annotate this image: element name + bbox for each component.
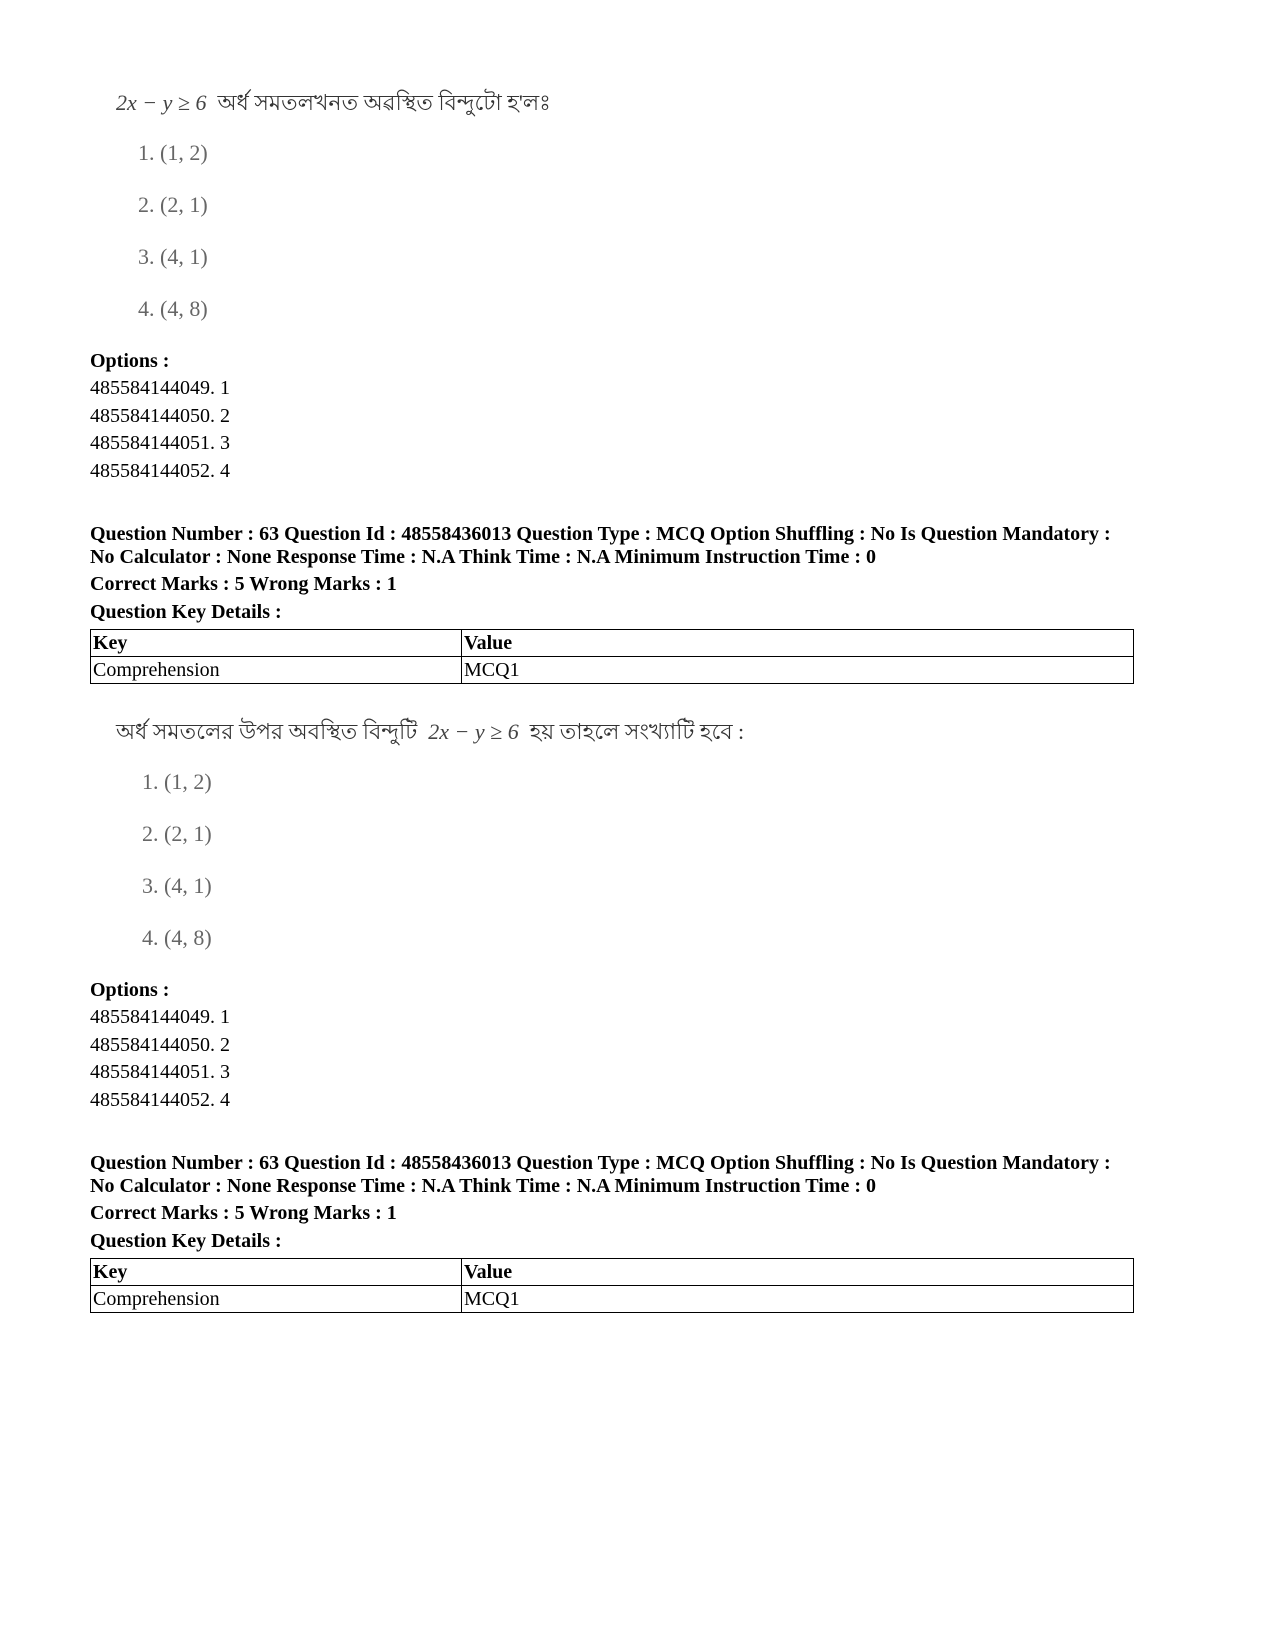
table-cell-value: MCQ1 — [462, 657, 1134, 684]
image-option: 3. (4, 1) — [142, 873, 212, 898]
question-meta-line-1: Question Number : 63 Question Id : 48558436013 Question Type : MCQ Option Shuffling : No Is Question Mandatory : — [90, 523, 1111, 545]
options-label: Options : — [90, 350, 170, 372]
table-header-row — [91, 630, 1134, 657]
table-header-value: Value — [462, 1259, 1134, 1286]
question-meta-line-2: No Calculator : None Response Time : N.A Think Time : N.A Minimum Instruction Time : 0 — [90, 546, 876, 568]
option-item: 485584144049. 1 — [90, 1006, 230, 1028]
image-option: 2. (2, 1) — [142, 821, 212, 846]
question-stem — [116, 86, 551, 123]
table-cell-key: Comprehension — [91, 657, 462, 684]
table-header-key: Key — [91, 630, 462, 657]
table-cell-key: Comprehension — [91, 1286, 462, 1313]
question-stem — [116, 715, 744, 752]
table-row — [91, 1286, 1134, 1313]
key-details-label: Question Key Details : — [90, 1230, 282, 1252]
stem-text-after: হয় তাহলে সংখ্যাটি হবে : — [529, 719, 745, 744]
image-option: 2. (2, 1) — [138, 192, 208, 217]
stem-math: 2x − y ≥ 6 — [428, 719, 519, 744]
image-option: 4. (4, 8) — [142, 925, 212, 950]
table-header-row — [91, 1259, 1134, 1286]
option-item: 485584144051. 3 — [90, 432, 230, 454]
options-label: Options : — [90, 979, 170, 1001]
image-option: 4. (4, 8) — [138, 296, 208, 321]
marks-line: Correct Marks : 5 Wrong Marks : 1 — [90, 573, 397, 595]
table-row — [91, 657, 1134, 684]
table-cell-value: MCQ1 — [462, 1286, 1134, 1313]
marks-line: Correct Marks : 5 Wrong Marks : 1 — [90, 1202, 397, 1224]
question-meta-line-2: No Calculator : None Response Time : N.A Think Time : N.A Minimum Instruction Time : 0 — [90, 1175, 876, 1197]
option-item: 485584144050. 2 — [90, 1034, 230, 1056]
option-item: 485584144049. 1 — [90, 377, 230, 399]
option-item: 485584144051. 3 — [90, 1061, 230, 1083]
stem-math: 2x − y ≥ 6 — [116, 90, 207, 115]
key-details-table — [90, 1258, 1134, 1313]
image-option: 1. (1, 2) — [142, 769, 212, 794]
stem-text: অৰ্ধ সমতলখনত অৱস্থিত বিন্দুটো হ'লঃ — [217, 90, 551, 115]
table-header-key: Key — [91, 1259, 462, 1286]
image-option: 3. (4, 1) — [138, 244, 208, 269]
table-header-value: Value — [462, 630, 1134, 657]
key-details-label: Question Key Details : — [90, 601, 282, 623]
option-item: 485584144052. 4 — [90, 460, 230, 482]
image-option: 1. (1, 2) — [138, 140, 208, 165]
option-item: 485584144052. 4 — [90, 1089, 230, 1111]
question-meta-line-1: Question Number : 63 Question Id : 48558436013 Question Type : MCQ Option Shuffling : No Is Question Mandatory : — [90, 1152, 1111, 1174]
option-item: 485584144050. 2 — [90, 405, 230, 427]
key-details-table — [90, 629, 1134, 684]
stem-text-before: অর্ধ সমতলের উপর অবস্থিত বিন্দুটি — [116, 719, 418, 744]
